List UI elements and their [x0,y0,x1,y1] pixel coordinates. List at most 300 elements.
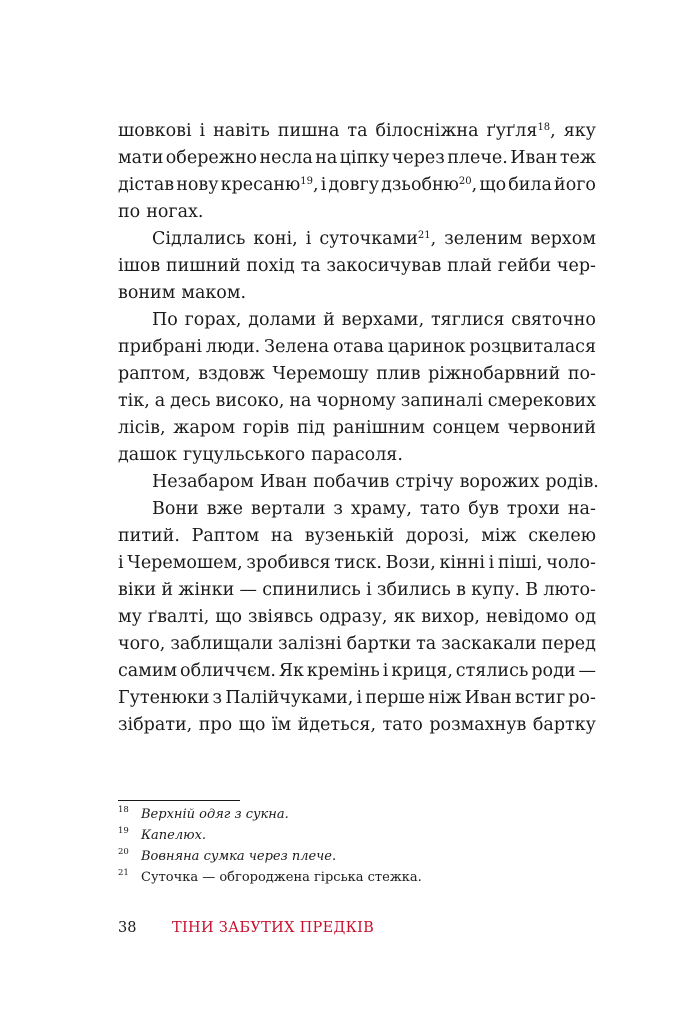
word-text: тяглися [430,310,505,330]
word [392,145,445,172]
word-text: і [366,580,372,600]
word-text: заблищали [170,634,274,654]
word-text: збились [376,580,451,600]
word [118,658,177,685]
word-text: храму, [350,499,412,519]
text-line [118,712,596,739]
word [253,226,297,253]
word-text: мати [118,148,164,168]
word [176,172,218,199]
word [127,550,242,577]
word-text: Иван [464,688,512,708]
word [307,658,380,685]
text-line [118,388,596,415]
text-line [118,361,596,388]
word-text: та [416,634,437,654]
word-text: ріжнобарвний [428,364,561,384]
word-text: вже [206,499,244,519]
word-text: з [333,499,343,519]
word [170,388,210,415]
text-line [118,631,596,658]
word-text: Сідлались [152,229,246,249]
word [180,658,276,685]
word-text: тато [419,499,461,519]
word-text: плече. [447,148,508,168]
word-text: Черемошем, [127,553,243,573]
word [533,712,596,739]
word-text: похід [246,256,295,276]
word-text: вузенькій [304,526,395,546]
word-text: царинок [387,337,466,357]
word [511,307,596,334]
word-text: й [323,310,335,330]
word-text: Незабаром [152,472,254,492]
word-text: звіявсь [247,607,314,627]
word [259,145,312,172]
word-text: обережно [165,148,258,168]
word-text: маком. [181,283,247,303]
word-text: криця, [391,661,453,681]
word-text: з [212,688,223,708]
word-text: Иван [259,472,308,492]
word [546,550,596,577]
word [152,226,245,253]
word-text: ніж [428,688,462,708]
word [376,361,420,388]
word [528,523,596,550]
footnotes [118,804,596,888]
footnote [118,846,596,867]
word-text: про [198,715,233,735]
word-text: на [315,148,338,168]
word-text: що [479,175,507,195]
word-text: вертали [251,499,326,519]
word [118,604,142,631]
word-text: кінні [439,553,485,573]
word-text: й [161,580,173,600]
word [568,685,596,712]
word-text: била [508,175,552,195]
text-line [118,280,596,307]
word-text: суточками [319,229,418,249]
word-text: піші, [497,553,543,573]
word-text: зібрати, [118,715,193,735]
word [356,685,362,712]
word-text: а [154,391,166,411]
word-text: несла [259,148,313,168]
word-text: шовкові [118,121,192,141]
word [206,334,260,361]
word [118,172,174,199]
word-text: отава [332,337,384,357]
word [498,550,543,577]
word [328,172,379,199]
word-text: спинились [262,580,361,600]
word-text: розцвиталася [469,337,596,357]
word [386,550,436,577]
text-line [118,577,596,604]
text-line [118,442,596,469]
word [333,496,343,523]
word-text: перед [541,634,596,654]
word [240,577,258,604]
word-text: що [238,715,266,735]
word-text: По [152,310,178,330]
word [507,415,596,442]
word [178,577,234,604]
word-text: ранішним [332,418,425,438]
word-text: що [215,607,243,627]
word-text: і [305,229,312,249]
word [118,631,165,658]
word [298,712,376,739]
word [383,712,423,739]
footnote-number: 21 [118,868,129,878]
word-text: яку [563,121,596,141]
word [447,253,492,280]
word-text: теж [559,148,596,168]
word [213,118,270,145]
word [333,334,384,361]
word-text: раптом, [118,364,191,384]
word-text: Зелена [264,337,330,357]
word [465,685,512,712]
word [243,415,289,442]
word-text: Гутенюки [118,688,210,708]
word-text: ціпку [339,148,390,168]
word [421,604,480,631]
word-text: скелею [528,526,596,546]
word-text: білосніжна [375,121,479,141]
word-text: ґвалті, [147,607,210,627]
word [416,631,436,658]
word-text: і [199,121,206,141]
word-text: по [118,202,141,222]
word [557,253,596,280]
word-text: пишна [277,121,340,141]
punctuation: , [313,175,319,195]
word [199,712,232,739]
word [207,496,243,523]
word-text: пишний [166,256,241,276]
word-text: люто- [543,580,596,600]
word [395,469,453,496]
footnote [118,867,596,888]
word [401,388,483,415]
word-text: довгу [328,175,380,195]
word-text: зеленим [444,229,523,249]
word [428,361,560,388]
word [507,496,560,523]
word [198,361,265,388]
word [216,388,285,415]
footnote-marker: 19 [300,176,314,187]
word-text: плив [376,364,421,384]
word [262,577,361,604]
word-text: нову [176,175,219,195]
footnote-number: 20 [118,847,129,857]
word [347,631,411,658]
word [170,631,273,658]
word [152,469,254,496]
word [508,172,552,199]
word [315,145,337,172]
word-text: на [270,526,294,546]
word [118,415,166,442]
word [420,496,460,523]
page-number: 38 [118,920,137,936]
text-line [118,145,596,172]
word [155,388,165,415]
word-text: жінки [178,580,235,600]
word [118,712,192,739]
word [248,604,313,631]
word-text: десь [170,391,211,411]
word-text: трохи [506,499,560,519]
word [447,145,508,172]
word [486,118,555,145]
word-text: горів [242,418,290,438]
word [323,307,335,334]
word-text: вздовж [198,364,265,384]
word [271,523,293,550]
word-text: невідомо [485,607,569,627]
word [554,172,596,199]
word-text: йдеться, [297,715,377,735]
word-text: родів. [545,472,599,492]
word [278,631,342,658]
footnote [118,825,596,846]
word [381,172,477,199]
word [377,577,451,604]
word-text: та [347,121,368,141]
word [575,604,596,631]
word-text: і [356,688,363,708]
text-line [118,307,596,334]
word [118,280,175,307]
word [388,334,466,361]
word-text: між [481,526,517,546]
word [311,442,403,469]
word [152,496,199,523]
word [531,226,596,253]
word-text: — [578,661,596,681]
footnote-divider [118,800,240,801]
word-text: віки [118,580,157,600]
word-text: тиск. [334,553,382,573]
word [118,253,160,280]
word [468,496,499,523]
footnote-marker: 18 [537,122,551,133]
word-text: — [239,580,257,600]
word [272,712,291,739]
word [431,307,505,334]
word-text: коні, [253,229,298,249]
word-text: Вони [152,499,199,519]
word-text: встиг [514,688,566,708]
word [305,523,394,550]
word [185,307,242,334]
word-text: навіть [213,121,270,141]
word [118,523,180,550]
word-text: бартку [532,715,596,735]
word-text: самим [118,661,178,681]
word-text: ро- [568,688,596,708]
footnote-marker: 20 [458,176,472,187]
word [334,550,382,577]
text-line [118,118,596,145]
word [181,280,246,307]
word-text: кремінь [306,661,380,681]
word [152,307,178,334]
word [391,658,453,685]
word-text: червоний [507,418,596,438]
word-text: ногах. [146,202,204,222]
word [297,415,325,442]
word [278,118,340,145]
word [118,361,191,388]
page-body [118,118,599,739]
word [439,550,484,577]
word [489,550,495,577]
word [316,388,395,415]
word-text: і [382,661,389,681]
word [441,631,536,658]
word [200,118,206,145]
word-text: на- [567,499,596,519]
word [365,685,425,712]
word-text: воним [118,283,176,303]
word-text: запиналі [400,391,483,411]
word [333,415,425,442]
word-text: одразу, [319,607,388,627]
word [313,469,389,496]
word-text: під [296,418,325,438]
text-line [118,658,596,685]
word [118,334,202,361]
word-text: на [289,391,312,411]
word-text: стрічу [395,472,454,492]
word-text: лісів, [118,418,166,438]
word-text: гуцульського [182,445,306,465]
text-line [118,415,596,442]
word [118,388,150,415]
word [342,307,425,334]
word-text: стялись [455,661,529,681]
word [118,199,140,226]
word-text: чого, [118,634,166,654]
footnote-text: Вовняна сумка через плече. [141,849,337,864]
word [486,604,569,631]
word [215,604,242,631]
word-text: перше [365,688,426,708]
word [118,145,163,172]
word-text: дорозі, [405,526,470,546]
word [406,523,470,550]
word-text: їм [271,715,292,735]
word [239,712,266,739]
footnote-marker: 21 [417,230,431,241]
word-text: од [574,607,596,627]
word-text: тато [382,715,423,735]
word [319,604,387,631]
word-text: обличчєм. [180,661,276,681]
word [564,118,596,145]
word [347,118,367,145]
word-text: ґуґля [486,121,538,141]
word [118,685,209,712]
text-line [118,172,596,199]
word-text: му [118,607,142,627]
word [246,550,330,577]
word-text: і [118,553,124,573]
footnote-number: 18 [118,805,129,815]
word-text: залізні [278,634,342,654]
word [481,523,516,550]
word [525,577,538,604]
word-text: по- [567,364,596,384]
footnote [118,804,596,825]
word [118,577,156,604]
word-text: бартки [346,634,412,654]
word [118,118,192,145]
word [225,685,353,712]
word-text: парасоля. [311,445,403,465]
word-text: В [525,580,539,600]
word [118,442,177,469]
word-text: горах, [184,310,242,330]
word [319,226,436,253]
word [192,523,260,550]
word-text: кресаню [220,175,301,195]
word [479,172,506,199]
word [531,658,575,685]
word [488,388,596,415]
text-line [118,253,596,280]
word [251,496,325,523]
word-text: люди. [205,337,261,357]
word-text: чорному [316,391,396,411]
word [428,685,461,712]
word-text: святочно [511,310,596,330]
text-line [118,496,596,523]
word-text: чоло- [546,553,596,573]
word-text: дзьобню [381,175,459,195]
word [568,361,596,388]
text-line [118,226,596,253]
word-text: прибрані [118,337,202,357]
text-line [118,550,596,577]
word-text: долами [248,310,317,330]
word [246,253,294,280]
word-text: плай [447,256,492,276]
text-line [118,685,596,712]
text-line [118,604,596,631]
word [260,469,307,496]
word [456,577,466,604]
word [510,145,557,172]
word [173,415,235,442]
word [166,253,241,280]
word-text: заскакали [441,634,537,654]
word [471,577,520,604]
word-text: і [488,553,495,573]
word-text: його [554,175,596,195]
word [393,604,415,631]
footnote-text: Верхній одяг з сукна. [141,807,289,822]
footnote-text: Суточка — обгороджена гірська стежка. [141,870,422,885]
word-text: через [391,148,445,168]
